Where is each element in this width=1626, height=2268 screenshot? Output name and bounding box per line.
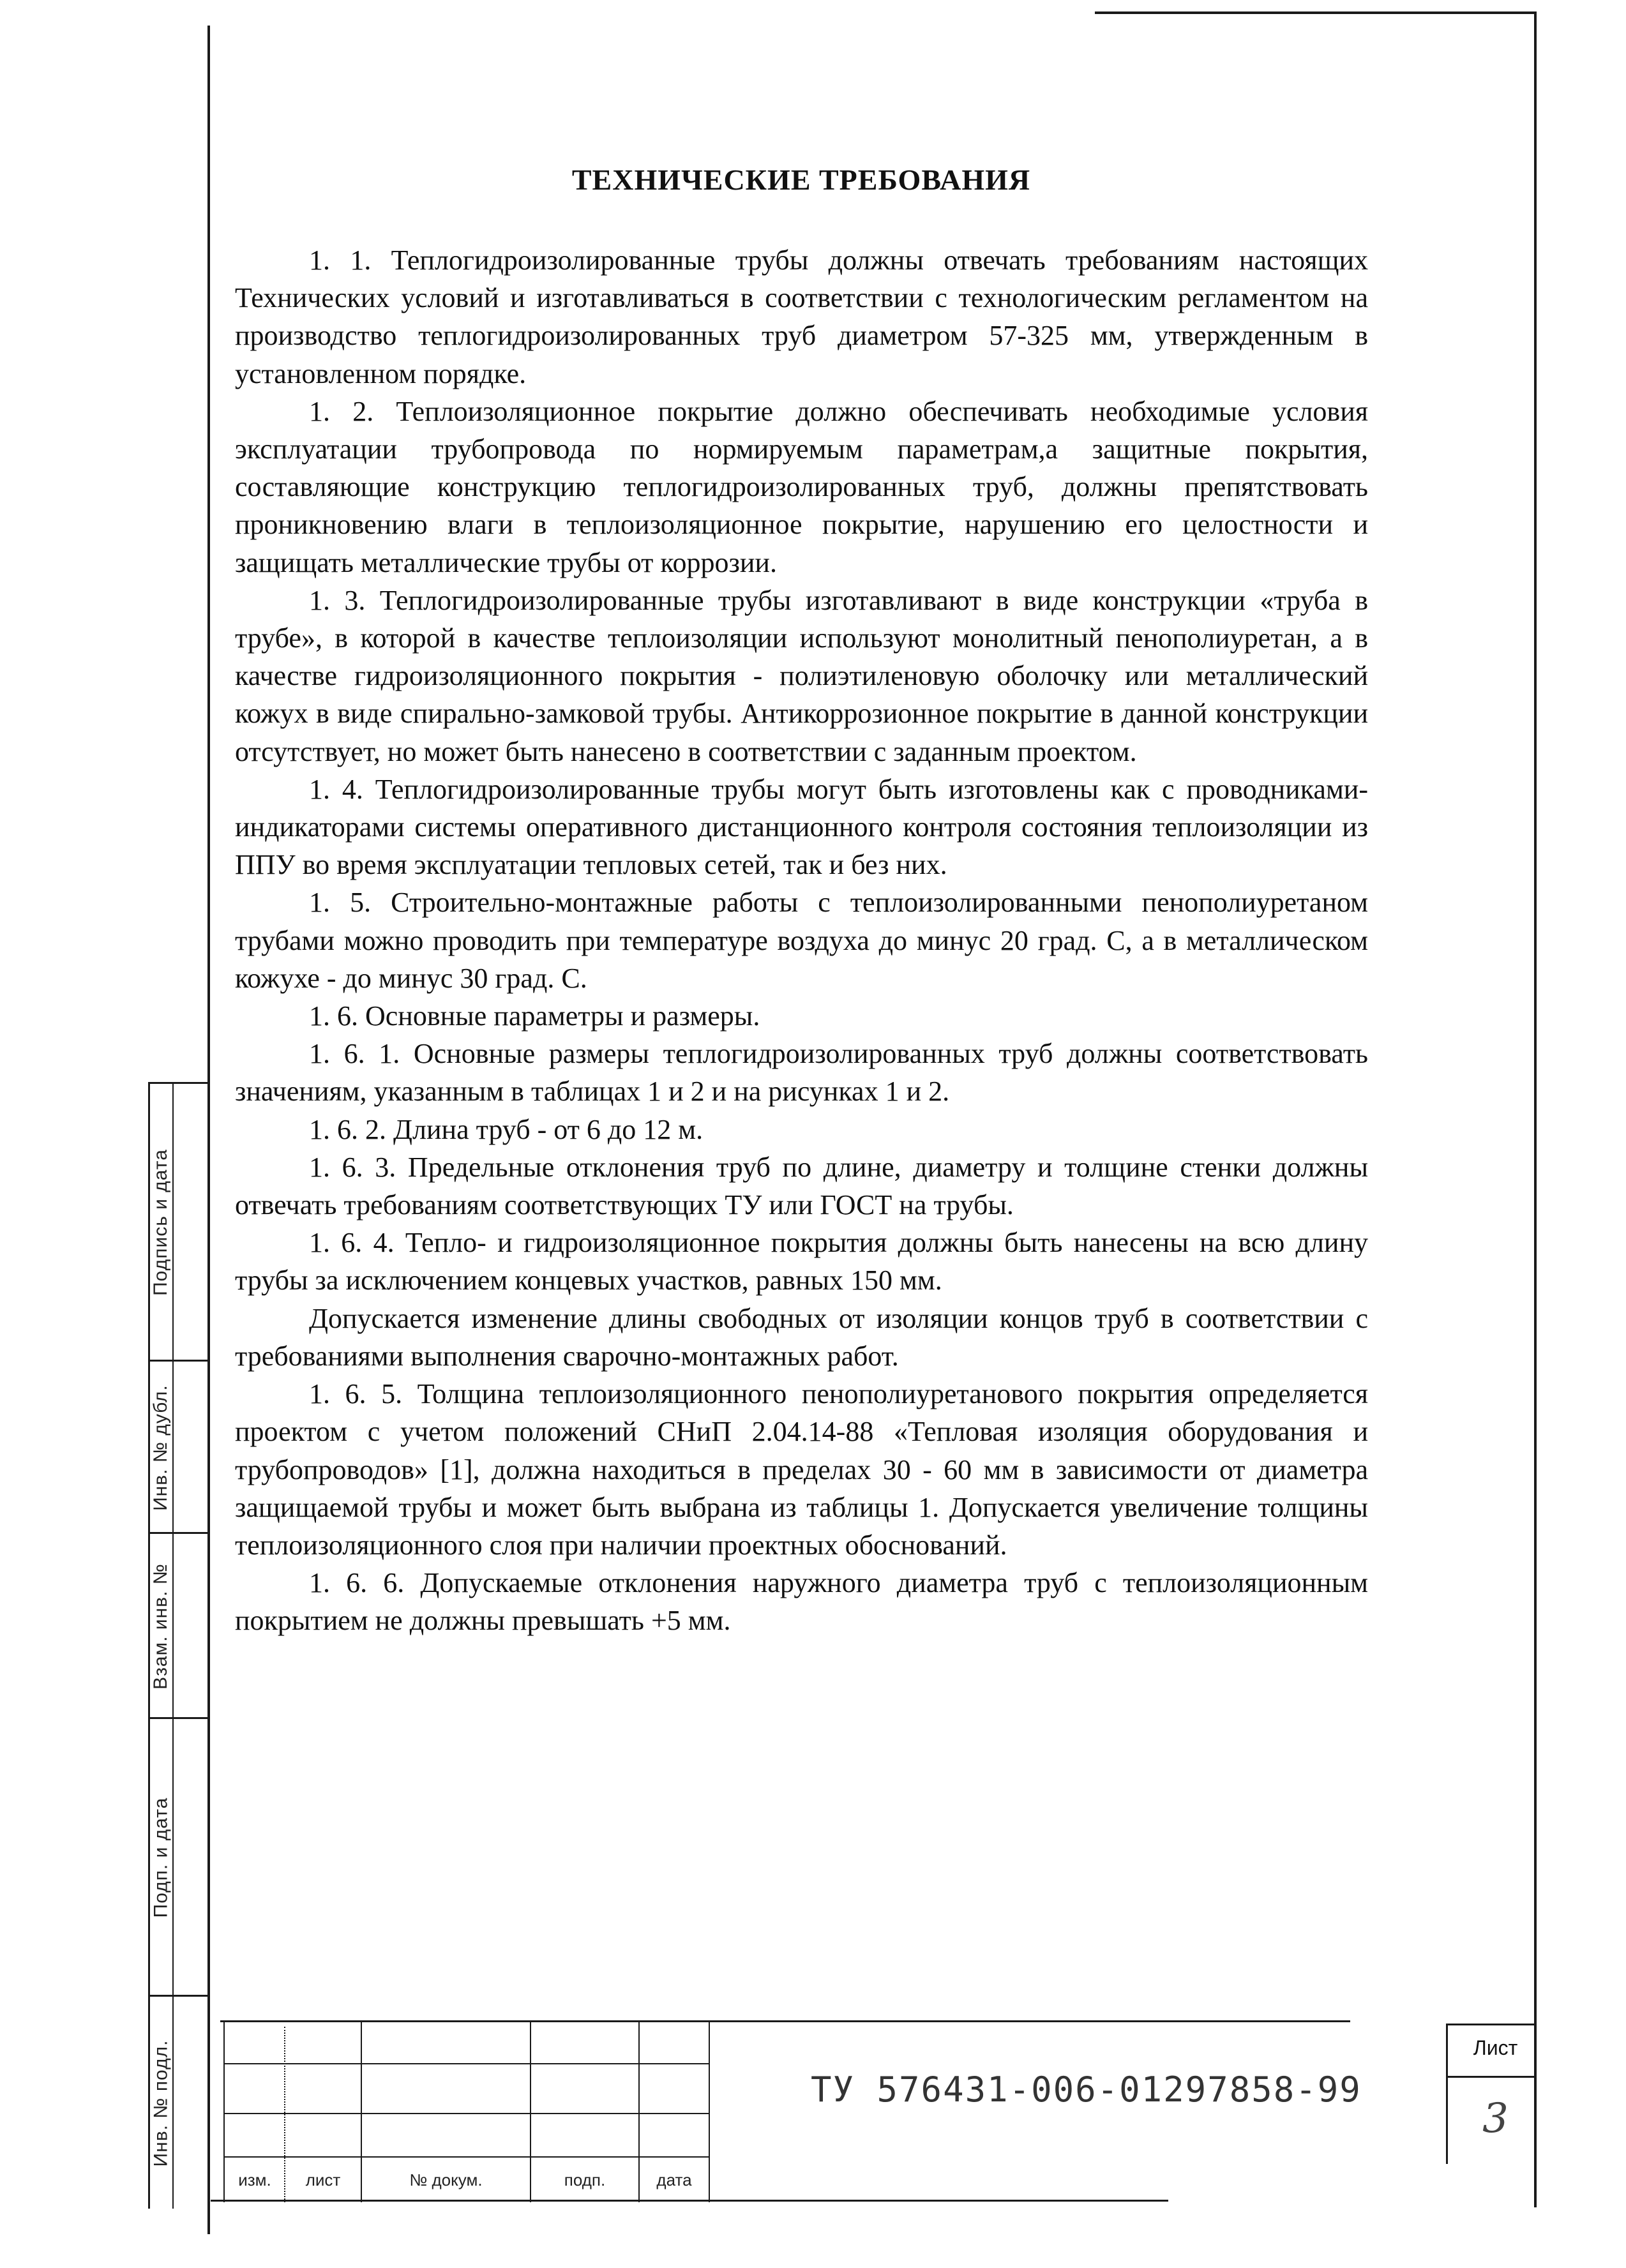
paragraph-1-6-2: 1. 6. 2. Длина труб - от 6 до 12 м.: [309, 1113, 704, 1145]
side-label-sign-date: Подп. и дата: [150, 1797, 171, 1918]
title-block-row-line-2: [223, 2113, 709, 2114]
sheet-number: 3: [1482, 2095, 1509, 2142]
paragraph-1-6-5: 1. 6. 5. Толщина теплоизоляционного пенополиуретанового покрытия определяется проектом с учетом положений СНиП 2.04.14-88 «Тепловая изоляция оборудования и трубопроводов» [1], должна находиться в пределах 30 - 60 мм в зависимости от диаметра защищаемой трубы и может быть выбрана из таблицы 1. Допускается увеличение толщины теплоизоляционного слоя при наличии проектных обоснований.: [235, 1378, 1368, 1561]
paragraph-1-6: 1. 6. Основные параметры и размеры.: [309, 1000, 760, 1032]
paragraph-1-1: 1. 1. Теплогидроизолированные трубы должны отвечать требованиям настоящих Технических условий и изготавливаться в соответствии с технологическим регламентом на производство теплогидроизолированных труб диаметром 57-325 мм, утвержденным в установленном порядке.: [235, 244, 1368, 389]
side-label-inv-orig: Инв. № подл.: [150, 2039, 171, 2167]
side-stamp-sep-4: [148, 1995, 209, 1997]
title-block-col-line-5: [638, 2020, 640, 2202]
title-block-header-line: [223, 2156, 709, 2158]
paragraph-1-3: 1. 3. Теплогидроизолированные трубы изготавливают в виде конструкции «труба в трубе», в которой в качестве теплоизоляции используют монолитный пенополиуретан, а в качестве гидроизоляционного покрытия - полиэтиленовую оболочку или металлический кожух в виде спирально-замковой трубы. Антикоррозионное покрытие в данной конструкции отсутствует, но может быть нанесено в соответствии с заданным проектом.: [235, 584, 1368, 767]
title-block-col-line-6: [709, 2020, 710, 2202]
title-block-col-line-4: [530, 2020, 531, 2202]
frame-bottom-border: [211, 2200, 1168, 2202]
paragraph-1-4: 1. 4. Теплогидроизолированные трубы могут быть изготовлены как с проводниками-индикаторами системы оперативного дистанционного контроля состояния теплоизоляции из ППУ во время эксплуатации тепловых сетей, так и без них.: [235, 773, 1368, 881]
title-block-row-line-1: [223, 2063, 709, 2064]
title-block-col-change: изм.: [238, 2170, 271, 2189]
sheet-label: Лист: [1473, 2036, 1518, 2059]
side-label-signature-date: Подпись и дата: [150, 1149, 171, 1296]
title-block-col-doc: № докум.: [409, 2170, 483, 2189]
title-block-col-sign: подп.: [564, 2170, 606, 2189]
side-stamp-sep-1: [148, 1360, 209, 1362]
frame-left-border: [207, 26, 210, 2234]
page-heading: ТЕХНИЧЕСКИЕ ТРЕБОВАНИЯ: [571, 163, 1031, 196]
document-code: ТУ 576431-006-01297858-99: [811, 2069, 1362, 2110]
side-stamp-sep-2: [148, 1532, 209, 1534]
paragraph-1-6-3: 1. 6. 3. Предельные отклонения труб по длине, диаметру и толщине стенки должны отвечать требованиям соответствующих ТУ или ГОСТ на трубы.: [235, 1151, 1368, 1221]
sheet-box-mid-line: [1446, 2076, 1537, 2078]
sheet-box-top-line: [1446, 2024, 1537, 2025]
paragraph-1-5: 1. 5. Строительно-монтажные работы с теплоизолированными пенополиуретаном трубами можно проводить при температуре воздуха до минус 20 град. С, а в металлическом кожухе - до минус 30 град. С.: [235, 887, 1368, 994]
side-stamp-top-line: [148, 1082, 209, 1084]
paragraph-1-2: 1. 2. Теплоизоляционное покрытие должно обеспечивать необходимые условия эксплуатации трубопровода по нормируемым параметрам,а защитные покрытия, составляющие конструкцию теплогидроизолированных труб, должны препятствовать проникновению влаги в теплоизоляционное покрытие, нарушению его целостности и защищать металлические трубы от коррозии.: [235, 395, 1368, 578]
side-stamp-sep-3: [148, 1717, 209, 1719]
sheet-box-left-line: [1446, 2024, 1448, 2164]
body-text: [235, 241, 1368, 1640]
title-block-col-line-1: [223, 2020, 225, 2202]
paragraph-1-6-6: 1. 6. 6. Допускаемые отклонения наружного диаметра труб с теплоизоляционным покрытием не должны превышать +5 мм.: [235, 1567, 1368, 1637]
paragraph-1-6-1: 1. 6. 1. Основные размеры теплогидроизолированных труб должны соответствовать значениям, указанным в таблицах 1 и 2 и на рисунках 1 и 2.: [235, 1038, 1368, 1108]
paragraph-allowance-note: Допускается изменение длины свободных от изоляции концов труб в соответствии с требованиями выполнения сварочно-монтажных работ.: [235, 1302, 1368, 1372]
side-label-inv-dup: Инв. № дубл.: [150, 1384, 171, 1511]
frame-top-border: [1095, 11, 1535, 14]
title-block-col-date: дата: [656, 2170, 692, 2189]
frame-right-border: [1534, 11, 1537, 2207]
title-block-col-sheet: лист: [305, 2170, 341, 2189]
title-block-col-line-3: [361, 2020, 362, 2202]
title-block-top-line: [220, 2020, 1350, 2022]
side-label-replaced-inv: Взам. инв. №: [150, 1563, 172, 1690]
paragraph-1-6-4: 1. 6. 4. Тепло- и гидроизоляционное покрытия должны быть нанесены на всю длину трубы за исключением концевых участков, равных 150 мм.: [235, 1227, 1368, 1296]
